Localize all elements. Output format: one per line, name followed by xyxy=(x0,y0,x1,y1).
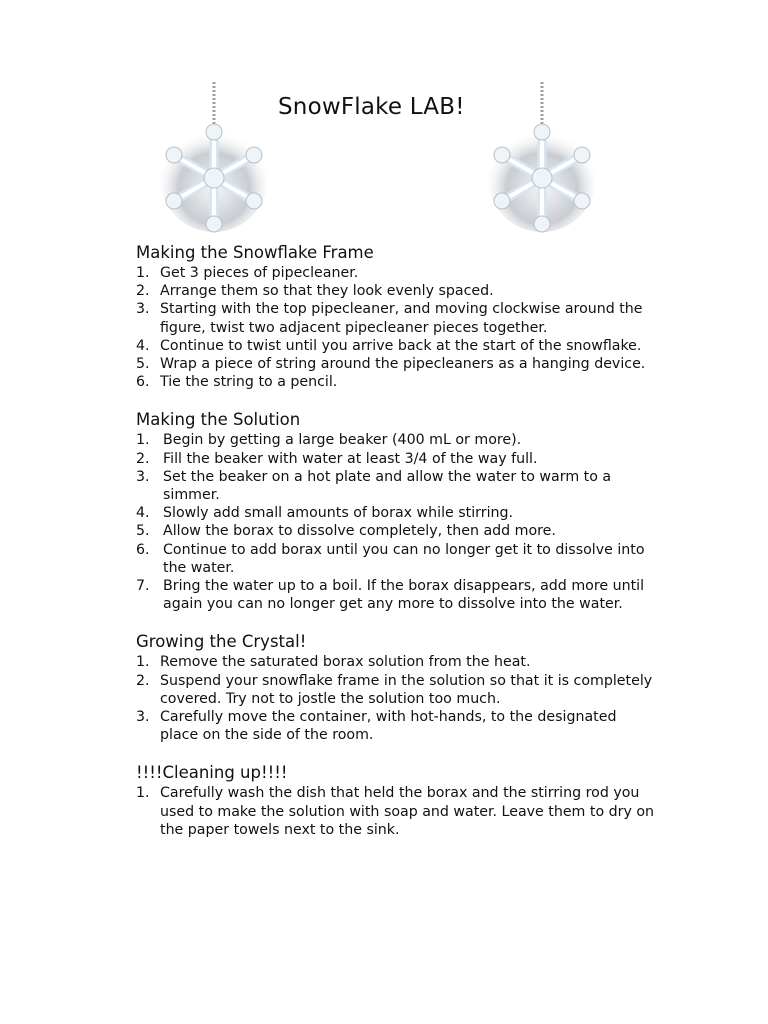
step-text: Slowly add small amounts of borax while stirring. xyxy=(163,505,514,522)
list-item xyxy=(136,373,656,391)
section-snowflake-frame xyxy=(136,243,656,391)
step-number: 6. xyxy=(136,541,150,558)
step-text: Carefully move the container, with hot-hands, to the designated place on the side of the room. xyxy=(160,709,617,744)
step-number: 3. xyxy=(136,468,150,485)
section-growing-crystal xyxy=(136,632,656,744)
snowflake-ornament-image xyxy=(156,80,271,235)
list-item xyxy=(136,282,656,300)
section-solution xyxy=(136,410,656,613)
section-cleaning-up xyxy=(136,763,656,839)
step-list xyxy=(136,431,656,613)
step-number: 2. xyxy=(136,450,150,467)
list-item xyxy=(136,672,656,708)
step-text: Bring the water up to a boil. If the borax disappears, add more until again you can no longer get any more to dissolve into the water. xyxy=(163,578,645,613)
list-item xyxy=(136,504,656,522)
list-item xyxy=(136,337,656,355)
step-text: Continue to twist until you arrive back at the start of the snowflake. xyxy=(160,337,642,354)
step-text: Fill the beaker with water at least 3/4 of the way full. xyxy=(163,450,538,467)
list-item xyxy=(136,577,656,613)
step-number: 3. xyxy=(136,301,150,318)
step-number: 3. xyxy=(136,709,150,726)
step-text: Allow the borax to dissolve completely, then add more. xyxy=(163,523,556,540)
list-item xyxy=(136,355,656,373)
list-item xyxy=(136,300,656,336)
step-text: Begin by getting a large beaker (400 mL or more). xyxy=(163,432,522,449)
list-item xyxy=(136,450,656,468)
step-number: 2. xyxy=(136,672,150,689)
step-text: Carefully wash the dish that held the borax and the stirring rod you used to make the solution with soap and water. Leave them to dry on the paper towels next to the sink. xyxy=(160,785,655,838)
step-number: 1. xyxy=(136,432,150,449)
step-text: Remove the saturated borax solution from the heat. xyxy=(160,654,531,671)
step-number: 4. xyxy=(136,337,150,354)
step-text: Starting with the top pipecleaner, and moving clockwise around the figure, twist two adjacent pipecleaner pieces together. xyxy=(160,301,643,336)
list-item xyxy=(136,541,656,577)
list-item xyxy=(136,653,656,671)
list-item xyxy=(136,522,656,540)
list-item xyxy=(136,708,656,744)
page-title: SnowFlake LAB! xyxy=(278,94,465,120)
step-text: Wrap a piece of string around the pipecleaners as a hanging device. xyxy=(160,356,646,373)
step-text: Suspend your snowflake frame in the solution so that it is completely covered. Try not to jostle the solution too much. xyxy=(160,672,653,707)
step-number: 1. xyxy=(136,265,150,281)
list-item xyxy=(136,431,656,449)
step-number: 2. xyxy=(136,283,150,300)
step-text: Continue to add borax until you can no longer get it to dissolve into the water. xyxy=(163,541,645,576)
section-heading: Making the Solution xyxy=(136,410,301,430)
step-text: Set the beaker on a hot plate and allow the water to warm to a simmer. xyxy=(163,468,612,504)
list-item xyxy=(136,264,656,282)
list-item xyxy=(136,468,656,504)
step-list xyxy=(136,784,656,839)
step-number: 7. xyxy=(136,578,150,595)
step-text: Tie the string to a pencil. xyxy=(160,374,338,391)
step-number: 5. xyxy=(136,523,150,540)
section-heading: Making the Snowflake Frame xyxy=(136,243,374,262)
step-number: 5. xyxy=(136,356,150,373)
step-number: 6. xyxy=(136,374,150,391)
step-number: 4. xyxy=(136,505,150,522)
document-body xyxy=(136,243,656,858)
section-heading: Growing the Crystal! xyxy=(136,632,307,652)
step-list xyxy=(136,264,656,391)
section-heading: !!!!Cleaning up!!!! xyxy=(136,763,288,783)
step-number: 1. xyxy=(136,654,150,671)
snowflake-ornament-image xyxy=(484,80,599,235)
list-item xyxy=(136,784,656,839)
step-text: Arrange them so that they look evenly spaced. xyxy=(160,283,494,300)
step-list xyxy=(136,653,656,744)
step-text: Get 3 pieces of pipecleaner. xyxy=(160,265,359,281)
step-number: 1. xyxy=(136,785,150,802)
